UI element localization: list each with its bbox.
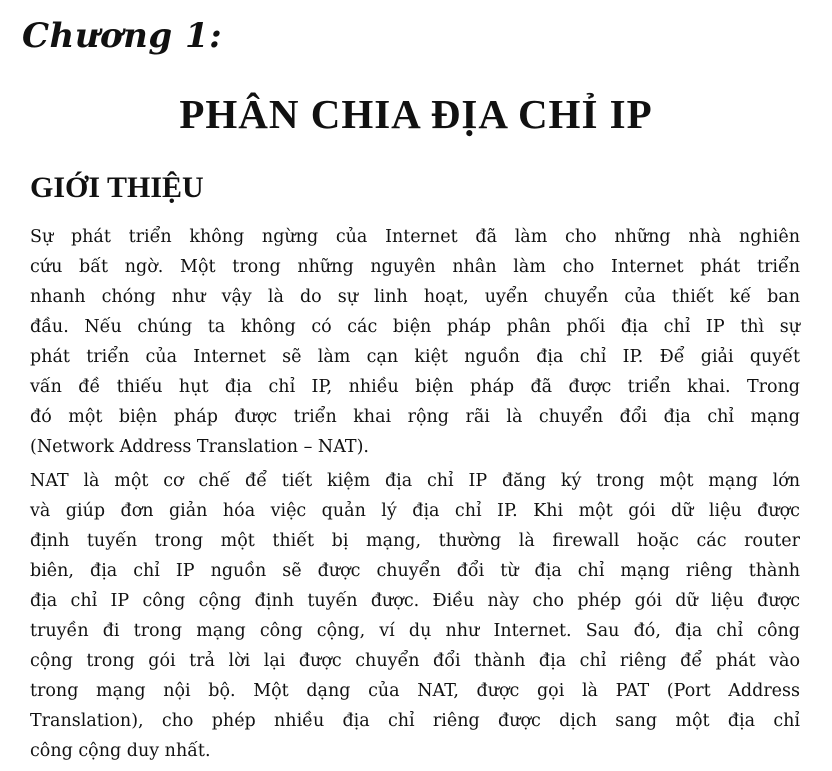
paragraph-line: cộng trong gói trả lời lại được chuyển đổi thành địa chỉ riêng để phát vào [30,651,800,671]
paragraph-line: (Network Address Translation – NAT). [30,437,369,457]
paragraph-1 [30,222,800,462]
chapter-label: Chương 1: [22,16,223,56]
paragraph-line: và giúp đơn giản hóa việc quản lý địa chỉ IP. Khi một gói dữ liệu được [30,501,800,521]
paragraph-line: Translation), cho phép nhiều địa chỉ riêng được dịch sang một địa chỉ [30,711,800,731]
paragraph-line: nhanh chóng như vậy là do sự linh hoạt, uyển chuyển của thiết kế ban [30,287,800,307]
paragraph-line: đó một biện pháp được triển khai rộng rãi là chuyển đổi địa chỉ mạng [30,407,800,427]
paragraph-line: biên, địa chỉ IP nguồn sẽ được chuyển đổi từ địa chỉ mạng riêng thành [30,561,800,581]
section-title: GIỚI THIỆU [30,171,204,204]
paragraph-line: định tuyến trong một thiết bị mạng, thường là firewall hoặc các router [30,531,800,551]
paragraph-line: truyền đi trong mạng công cộng, ví dụ như Internet. Sau đó, địa chỉ công [30,621,800,641]
paragraph-line: vấn đề thiếu hụt địa chỉ IP, nhiều biện pháp đã được triển khai. Trong [30,377,800,397]
paragraph-line: địa chỉ IP công cộng định tuyến được. Điều này cho phép gói dữ liệu được [30,591,800,611]
paragraph-line: phát triển của Internet sẽ làm cạn kiệt nguồn địa chỉ IP. Để giải quyết [30,347,800,367]
paragraph-2 [30,466,800,766]
paragraph-line: NAT là một cơ chế để tiết kiệm địa chỉ IP đăng ký trong một mạng lớn [30,471,800,491]
paragraph-line: Sự phát triển không ngừng của Internet đã làm cho những nhà nghiên [30,227,800,247]
paragraph-line: đầu. Nếu chúng ta không có các biện pháp phân phối địa chỉ IP thì sự [30,317,800,337]
paragraph-line: trong mạng nội bộ. Một dạng của NAT, được gọi là PAT (Port Address [30,681,800,701]
paragraph-line: cứu bất ngờ. Một trong những nguyên nhân làm cho Internet phát triển [30,257,800,277]
chapter-title: PHÂN CHIA ĐỊA CHỈ IP [179,91,653,137]
paragraph-line: công cộng duy nhất. [30,741,211,761]
